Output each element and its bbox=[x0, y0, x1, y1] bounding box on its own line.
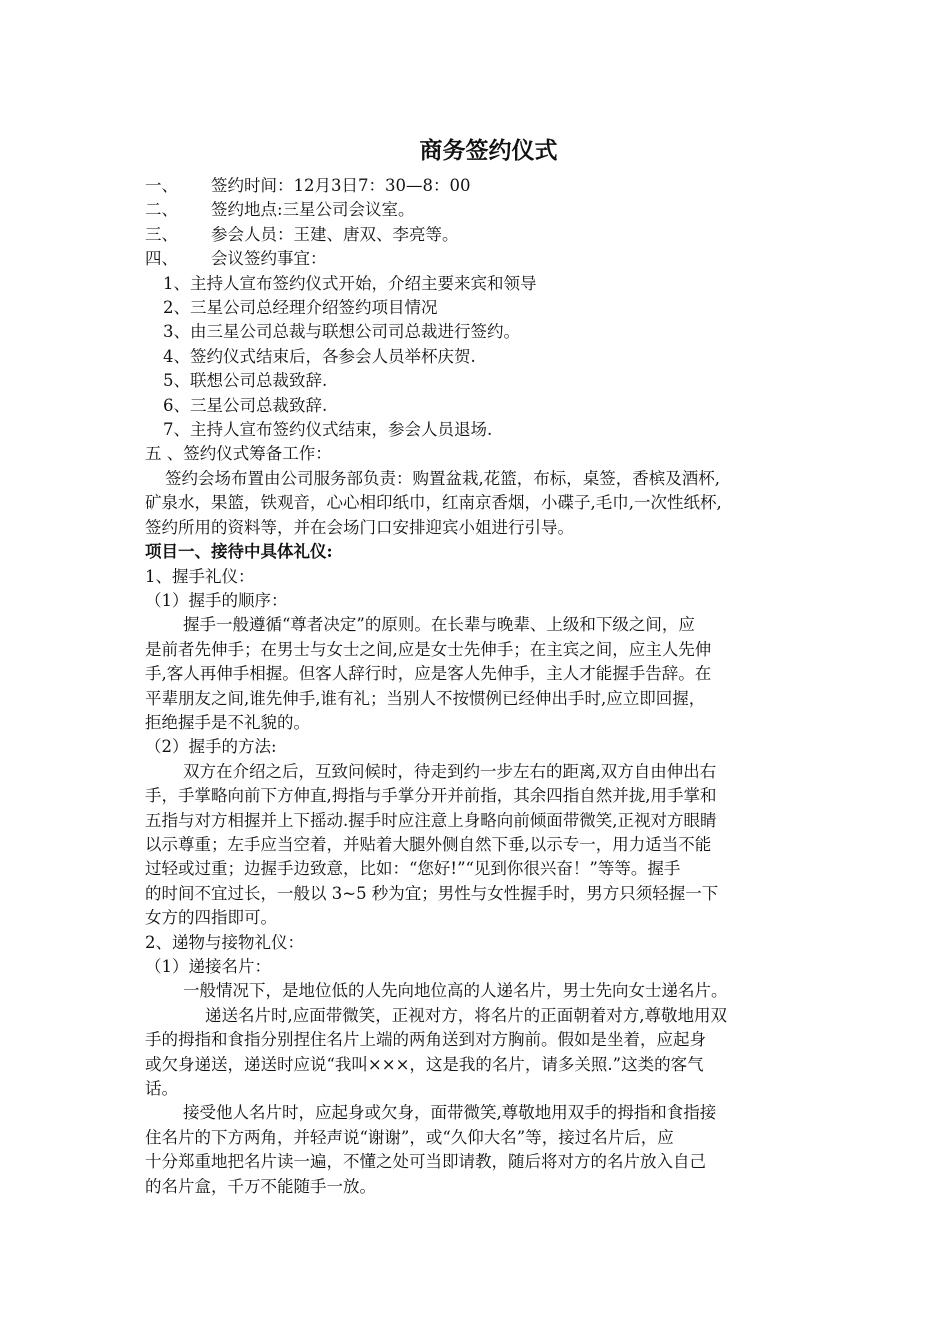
paragraph-line: 过轻或过重；边握手边致意，比如：“您好!”“见到你很兴奋！”等等。握手 bbox=[145, 859, 681, 879]
info-item-attendees: 三、 参会人员：王建、唐双、李亮等。 bbox=[145, 224, 459, 244]
paragraph-line: 女方的四指即可。 bbox=[145, 908, 277, 928]
paragraph-line: 拒绝握手是不礼貌的。 bbox=[145, 712, 310, 732]
agenda-item: 3、由三星公司总裁与联想公司司总裁进行签约。 bbox=[163, 322, 520, 342]
agenda-item: 4、签约仪式结束后，各参会人员举杯庆贺. bbox=[163, 346, 476, 366]
paragraph-line: 手的拇指和食指分别捏住名片上端的两角送到对方胸前。假如是坐着，应起身 bbox=[145, 1030, 706, 1050]
paragraph-line: 签约会场布置由公司服务部负责：购置盆栽,花篮，布标，桌签，香槟及酒杯, bbox=[165, 468, 720, 488]
info-list bbox=[145, 174, 822, 272]
agenda-item: 5、联想公司总裁致辞. bbox=[163, 371, 328, 391]
subsection-heading: 1、握手礼仪： bbox=[145, 566, 255, 586]
paragraph-line: 的名片盒，千万不能随手一放。 bbox=[145, 1176, 376, 1196]
item-heading: （1）递接名片： bbox=[145, 957, 271, 976]
agenda-item: 1、主持人宣布签约仪式开始，介绍主要来宾和领导 bbox=[163, 273, 537, 293]
paragraph-line: 或欠身递送，递送时应说“我叫×××，这是我的名片，请多关照.”这类的客气 bbox=[145, 1054, 704, 1074]
handshake-order-paragraph bbox=[145, 613, 822, 735]
paragraph-line: 矿泉水，果篮，铁观音，心心相印纸巾，红南京香烟，小碟子,毛巾,一次性纸杯, bbox=[145, 493, 722, 513]
project-heading: 项目一、接待中具体礼仪: bbox=[145, 542, 333, 562]
paragraph-line: 手，手掌略向前下方伸直,拇指与手掌分开并前指，其余四指自然并拢,用手掌和 bbox=[145, 786, 717, 806]
paragraph-line: 一般情况下，是地位低的人先向地位高的人递名片，男士先向女士递名片。 bbox=[183, 981, 728, 1001]
agenda-list bbox=[145, 272, 822, 443]
paragraph-line: 十分郑重地把名片读一遍，不懂之处可当即请教，随后将对方的名片放入自己 bbox=[145, 1152, 706, 1172]
paragraph-line: 住名片的下方两角，并轻声说“谢谢”，或“久仰大名”等，接过名片后，应 bbox=[145, 1127, 674, 1147]
paragraph-line: 是前者先伸手；在男士与女士之间,应是女士先伸手；在主宾之间，应主人先伸 bbox=[145, 639, 712, 659]
agenda-item: 2、三星公司总经理介绍签约项目情况 bbox=[163, 298, 438, 318]
paragraph-line: 接受他人名片时，应起身或欠身，面带微笑,尊敬地用双手的拇指和食指接 bbox=[183, 1103, 717, 1123]
section-heading: 五 、签约仪式筹备工作： bbox=[145, 444, 332, 464]
paragraph-line: 五指与对方相握并上下摇动.握手时应注意上身略向前倾面带微笑,正视对方眼睛 bbox=[145, 810, 717, 830]
info-item-time: 一、 签约时间：12月3日7：30—8：00 bbox=[145, 176, 471, 195]
item-heading: （2）握手的方法: bbox=[145, 737, 277, 757]
agenda-item: 6、三星公司总裁致辞. bbox=[163, 395, 328, 415]
item-heading: （1）握手的顺序： bbox=[145, 590, 288, 610]
card-receiving-paragraph bbox=[145, 1101, 822, 1199]
agenda-item: 7、主持人宣布签约仪式结束，参会人员退场. bbox=[163, 420, 493, 440]
handshake-method-paragraph bbox=[145, 760, 822, 931]
card-giving-paragraph bbox=[145, 1004, 822, 1102]
paragraph-line: 话。 bbox=[145, 1079, 178, 1099]
info-item-agenda: 四、 会议签约事宜： bbox=[145, 249, 327, 269]
paragraph-line: 握手一般遵循“尊者决定”的原则。在长辈与晚辈、上级和下级之间，应 bbox=[183, 615, 695, 635]
paragraph-line: 递送名片时,应面带微笑，正视对方，将名片的正面朝着对方,尊敬地用双 bbox=[205, 1005, 727, 1025]
info-item-location: 二、 签约地点:三星公司会议室。 bbox=[145, 200, 415, 220]
paragraph-line: 签约所用的资料等，并在会场门口安排迎宾小姐进行引导。 bbox=[145, 517, 574, 537]
paragraph-line: 手,客人再伸手相握。但客人辞行时，应是客人先伸手，主人才能握手告辞。在 bbox=[145, 664, 712, 684]
paragraph-line: 以示尊重；左手应当空着，并贴着大腿外侧自然下垂,以示专一，用力适当不能 bbox=[145, 834, 712, 854]
paragraph-line: 双方在介绍之后，互致问候时，待走到约一步左右的距离,双方自由伸出右 bbox=[183, 761, 717, 781]
preparation-paragraph bbox=[145, 467, 822, 540]
subsection-heading: 2、递物与接物礼仪： bbox=[145, 932, 304, 952]
paragraph-line: 的时间不宜过长，一般以 3~5 秒为宜；男性与女性握手时，男方只须轻握一下 bbox=[145, 883, 719, 903]
page-title: 商务签约仪式 bbox=[419, 138, 558, 164]
paragraph-line: 平辈朋友之间,谁先伸手,谁有礼；当别人不按惯例已经伸出手时,应立即回握， bbox=[145, 688, 706, 708]
